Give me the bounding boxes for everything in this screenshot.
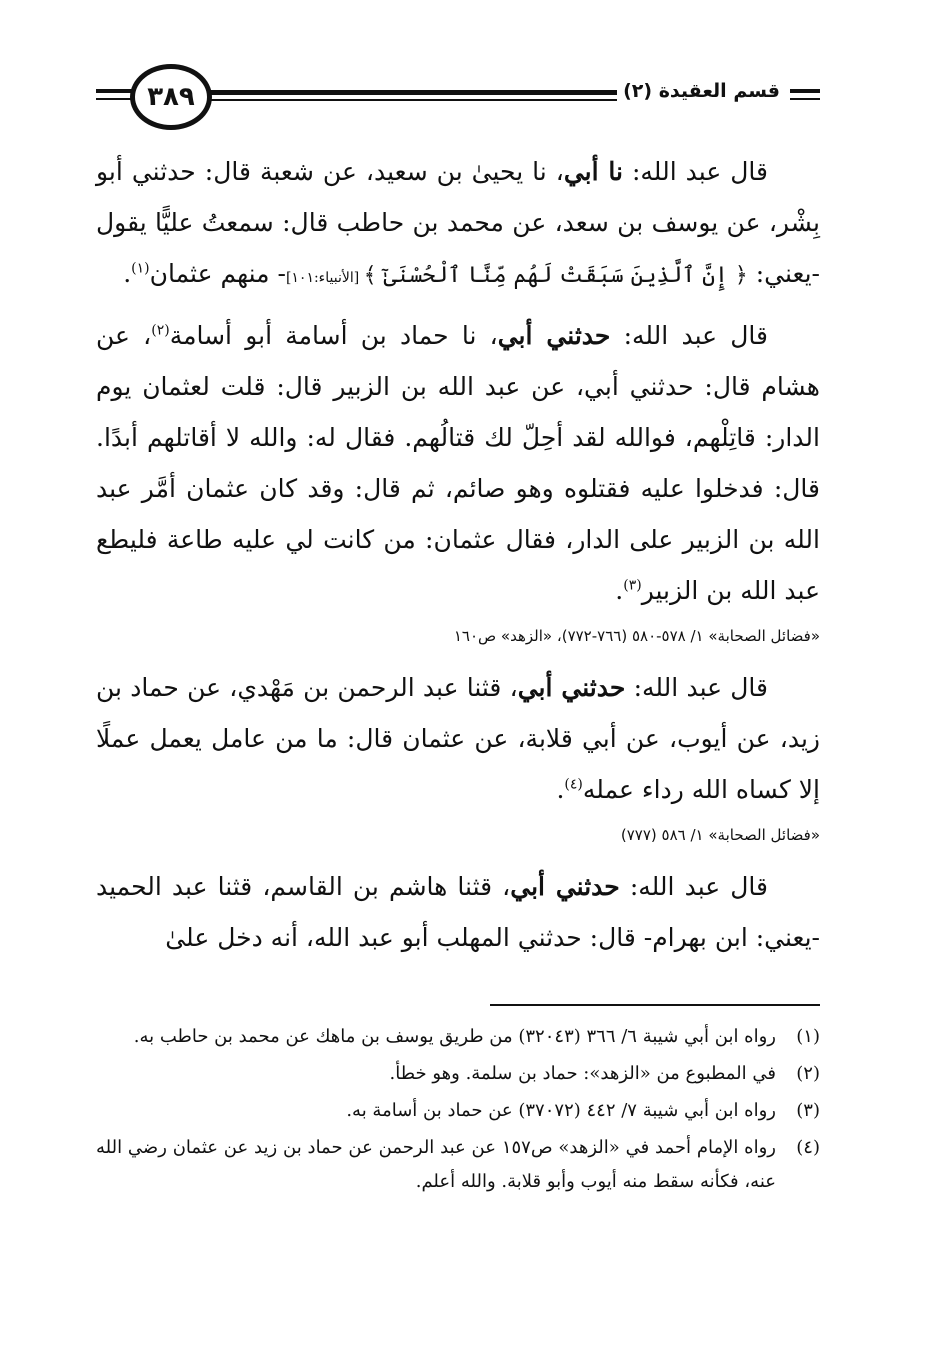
p2-body-2: ، عن هشام قال: حدثني أبي، عن عبد الله بن الزبير قال: قلت لعثمان يوم الدار: قاتِلْهم، فوالله لقد أحِلّ لك قتالُهم. فقال له: والله لا أقاتلهم أبدًا. قال: فدخلوا عليه فقتلوه وهو صائم، ثم قال: وقد كان عثمان أمَّر عبد الله بن الزبير على الدار، فقال عثمان: من كانت لي عليه طاعة فليطع عبد الله بن الزبير [96, 321, 820, 605]
footnote-item [96, 1094, 820, 1128]
footnote-number: (١) [796, 1026, 820, 1047]
main-text [96, 146, 820, 963]
paragraph-4 [96, 861, 820, 963]
footnote-ref-1: (١) [131, 260, 150, 277]
footnotes [96, 1020, 820, 1202]
footnote-number: (٣) [796, 1100, 820, 1121]
p1-body: ، نا يحيىٰ بن سعيد، عن شعبة قال: حدثني أبو بِشْر، عن يوسف بن سعد، عن محمد بن حاطب قال: سمعتُ عليًّا يقول -يعني: [96, 157, 820, 288]
p2-strong: حدثني أبي [497, 321, 611, 350]
p3-strong: حدثني أبي [517, 673, 626, 702]
p3-body: ، قثنا عبد الرحمن بن مَهْدي، عن حماد بن زيد، عن أيوب، عن أبي قلابة، عن عثمان قال: ما من عامل يعمل عملًا إلا كساه الله رداء عمله [96, 673, 820, 804]
p3-end: . [556, 775, 565, 804]
p2-lead: قال عبد الله: [610, 321, 768, 350]
footnote-text: رواه ابن أبي شيبة ٦/ ٣٦٦ (٣٢٠٤٣) من طريق يوسف بن ماهك عن محمد بن حاطب به. [133, 1026, 776, 1047]
paragraph-3 [96, 662, 820, 815]
p2-body: ، نا حماد بن أسامة أبو أسامة [169, 321, 498, 350]
page-number: ٣٨٩ [130, 64, 212, 130]
p1-strong: نا أبي [563, 157, 623, 186]
p2-end: . [615, 576, 624, 605]
footnote-separator [490, 1004, 820, 1006]
p3-lead: قال عبد الله: [625, 673, 769, 702]
footnote-item [96, 1131, 820, 1199]
footnote-ref-2: (٢) [151, 322, 170, 339]
footnote-text: رواه الإمام أحمد في «الزهد» ص١٥٧ عن عبد الرحمن عن حماد بن زيد عن عثمان رضي الله عنه، فكأنه سقط منه أيوب وأبو قلابة. والله أعلم. [96, 1137, 776, 1192]
source-citation-1: «فضائل الصحابة» ١/ ٥٧٨-٥٨٠ (٧٦٦-٧٧٢)، «الزهد» ص١٦٠ [453, 627, 820, 645]
footnote-ref-4: (٤) [564, 776, 583, 793]
p4-body: ، قثنا هاشم بن القاسم، قثنا عبد الحميد -يعني: ابن بهرام- قال: حدثني المهلب أبو عبد الله، أنه دخل علىٰ [96, 872, 820, 952]
footnote-text: في المطبوع من «الزهد»: حماد بن سلمة. وهو خطأ. [389, 1063, 776, 1084]
p1-end: . [123, 259, 132, 288]
paragraph-2 [96, 310, 820, 616]
p4-lead: قال عبد الله: [619, 872, 768, 901]
quran-verse: ﴿ إِنَّ ٱلَّذِينَ سَبَقَتْ لَهُم مِّنَّا ٱلْحُسْنَىٰٓ ﴾ [363, 263, 748, 288]
footnote-item [96, 1020, 820, 1054]
footnote-number: (٢) [796, 1063, 820, 1084]
header-rule-right-thin [790, 98, 820, 100]
header-rule-thin [204, 99, 670, 101]
paragraph-1 [96, 146, 820, 304]
source-citation-2: «فضائل الصحابة» ١/ ٥٨٦ (٧٧٧) [620, 826, 820, 844]
footnote-ref-3: (٣) [623, 577, 642, 594]
footnote-item [96, 1057, 820, 1091]
quran-reference: [الأنبياء:١٠١] [285, 270, 364, 286]
page-header [96, 62, 820, 128]
footnote-number: (٤) [796, 1137, 820, 1158]
header-rule-thick [204, 90, 670, 95]
footnote-text: رواه ابن أبي شيبة ٧/ ٤٤٢ (٣٧٠٧٢) عن حماد بن أسامة به. [346, 1100, 776, 1121]
p1-lead: قال عبد الله: [622, 157, 768, 186]
header-rule-left [96, 89, 132, 93]
section-title: قسم العقيدة (٢) [617, 76, 786, 106]
header-rule-right [790, 89, 820, 93]
header-rule-left-thin [96, 98, 132, 100]
p1-tail: - منهم عثمان [149, 259, 286, 288]
p4-strong: حدثني أبي [510, 872, 620, 901]
